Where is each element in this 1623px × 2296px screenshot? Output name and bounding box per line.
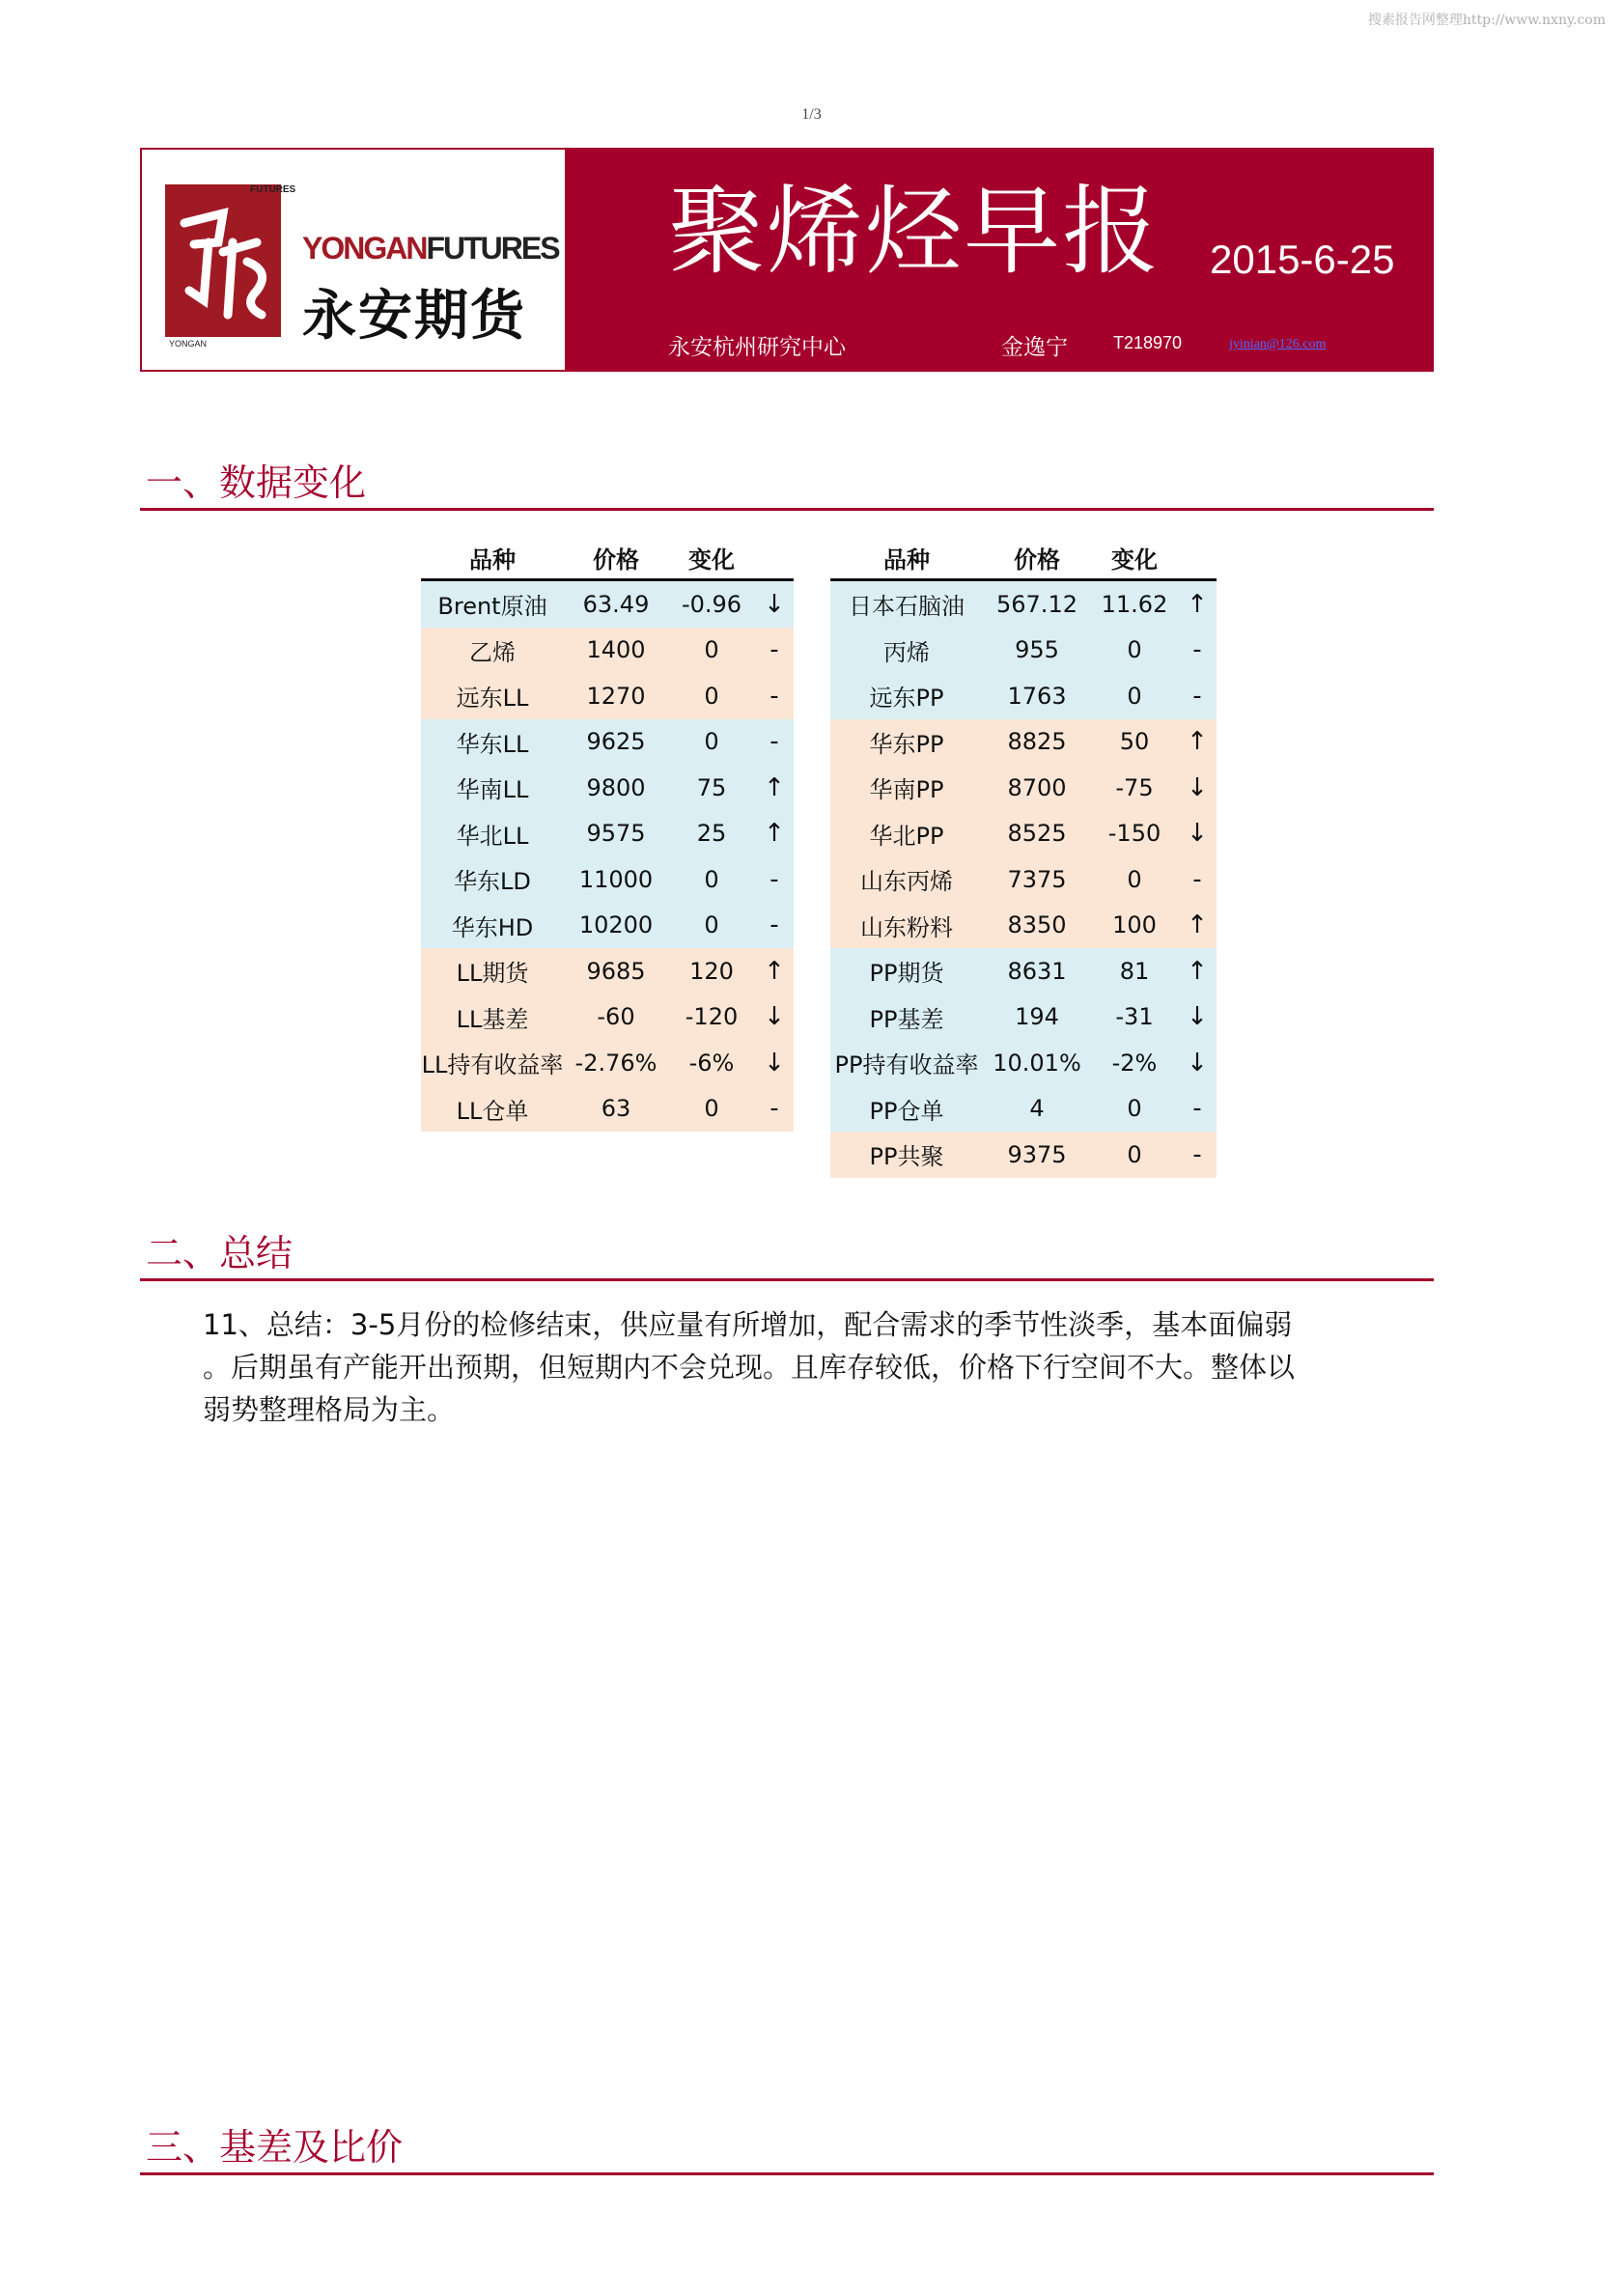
section-heading-basis: 三、基差及比价 — [140, 2122, 1434, 2175]
table-row — [830, 1086, 1217, 1133]
table-row — [421, 903, 794, 949]
table-row — [830, 580, 1217, 628]
cell-arrow: - — [755, 903, 794, 949]
cell-price: 63.49 — [564, 580, 668, 628]
cell-price: 1270 — [564, 673, 668, 719]
cell-variety: 远东LL — [421, 673, 564, 719]
cell-arrow: - — [1178, 673, 1217, 719]
cell-arrow: ↑ — [1178, 903, 1217, 949]
table-row — [830, 903, 1217, 949]
cell-arrow: - — [755, 719, 794, 766]
cell-price: 955 — [983, 628, 1091, 674]
column-header-variety: 品种 — [421, 536, 564, 580]
table-row — [830, 628, 1217, 674]
cell-price: 8700 — [983, 765, 1091, 811]
cell-price: 9575 — [564, 811, 668, 857]
cell-variety: PP持有收益率 — [830, 1040, 983, 1086]
section-heading-summary: 二、总结 — [140, 1228, 1434, 1281]
cell-arrow: ↓ — [755, 1040, 794, 1086]
table-row — [830, 856, 1217, 903]
cell-arrow: ↓ — [1178, 994, 1217, 1041]
cell-price: 10.01% — [983, 1040, 1091, 1086]
summary-text — [203, 1303, 1371, 1431]
cell-arrow: - — [1178, 856, 1217, 903]
table-row — [830, 994, 1217, 1041]
column-header-variety: 品种 — [830, 536, 983, 580]
data-table-right — [830, 536, 1217, 1178]
cell-variety: 日本石脑油 — [830, 580, 983, 628]
cell-variety: PP基差 — [830, 994, 983, 1041]
cell-variety: 远东PP — [830, 673, 983, 719]
cell-change: -75 — [1091, 765, 1178, 811]
report-title: 聚烯烃早报 — [668, 175, 1161, 288]
table-row — [830, 765, 1217, 811]
column-header-change: 变化 — [1091, 536, 1178, 580]
table-row — [830, 948, 1217, 994]
cell-arrow: ↓ — [755, 580, 794, 628]
logo — [142, 150, 565, 370]
cell-arrow: ↑ — [1178, 948, 1217, 994]
cell-price: 9375 — [983, 1132, 1091, 1178]
table-row — [421, 994, 794, 1041]
cell-variety: 华北LL — [421, 811, 564, 857]
cell-price: 194 — [983, 994, 1091, 1041]
cell-arrow: ↑ — [1178, 580, 1217, 628]
cell-arrow: ↓ — [755, 994, 794, 1041]
author-email-link[interactable]: jyinian@126.com — [1229, 337, 1327, 351]
cell-price: 9800 — [564, 765, 668, 811]
cell-variety: 华北PP — [830, 811, 983, 857]
table-row — [830, 1040, 1217, 1086]
cell-variety: 华东HD — [421, 903, 564, 949]
table-row — [830, 673, 1217, 719]
table-row — [421, 1040, 794, 1086]
watermark-text: 搜素报告网整理http://www.nxny.com — [1367, 13, 1606, 28]
table-row — [421, 948, 794, 994]
cell-change: -6% — [668, 1040, 755, 1086]
cell-price: 10200 — [564, 903, 668, 949]
cell-change: 0 — [668, 719, 755, 766]
cell-variety: LL仓单 — [421, 1086, 564, 1133]
section-heading-data-change: 一、数据变化 — [140, 458, 1434, 511]
logo-english — [302, 231, 559, 266]
cell-variety: 华东LD — [421, 856, 564, 903]
cell-arrow: - — [1178, 1132, 1217, 1178]
cell-change: 0 — [1091, 1132, 1178, 1178]
cell-variety: 山东丙烯 — [830, 856, 983, 903]
cell-change: 0 — [1091, 673, 1178, 719]
table-row — [830, 1132, 1217, 1178]
logo-en-part2: FUTURES — [426, 231, 559, 266]
cell-price: 7375 — [983, 856, 1091, 903]
cell-variety: 乙烯 — [421, 628, 564, 674]
cell-variety: 华南PP — [830, 765, 983, 811]
cell-change: 0 — [668, 856, 755, 903]
page-number: 1/3 — [801, 106, 822, 123]
column-header-arrow — [1178, 536, 1217, 580]
cell-arrow: - — [755, 673, 794, 719]
cell-price: 567.12 — [983, 580, 1091, 628]
cell-price: -60 — [564, 994, 668, 1041]
cell-price: 1763 — [983, 673, 1091, 719]
table-row — [421, 673, 794, 719]
cell-change: -2% — [1091, 1040, 1178, 1086]
cell-change: 0 — [668, 673, 755, 719]
cell-price: 9625 — [564, 719, 668, 766]
table-row — [830, 811, 1217, 857]
cell-arrow: ↑ — [755, 811, 794, 857]
cell-arrow: ↓ — [1178, 811, 1217, 857]
cell-price: 8631 — [983, 948, 1091, 994]
table-row — [421, 580, 794, 628]
cell-arrow: - — [755, 628, 794, 674]
organization: 永安杭州研究中心 — [668, 335, 846, 360]
cell-arrow: - — [1178, 628, 1217, 674]
cell-price: 1400 — [564, 628, 668, 674]
cell-arrow: - — [755, 1086, 794, 1133]
data-table-left — [421, 536, 794, 1132]
report-date: 2015-6-25 — [1210, 237, 1395, 282]
cell-price: 63 — [564, 1086, 668, 1133]
cell-change: -31 — [1091, 994, 1178, 1041]
summary-line: 弱势整理格局为主。 — [203, 1393, 456, 1426]
cell-price: 9685 — [564, 948, 668, 994]
cell-variety: PP期货 — [830, 948, 983, 994]
table-row — [421, 719, 794, 766]
cell-change: -150 — [1091, 811, 1178, 857]
column-header-price: 价格 — [983, 536, 1091, 580]
table-row — [421, 1086, 794, 1133]
logo-en-part1: YONGAN — [302, 231, 427, 266]
cell-price: 11000 — [564, 856, 668, 903]
summary-line: 11、总结：3-5月份的检修结束，供应量有所增加，配合需求的季节性淡季，基本面偏弱 — [203, 1308, 1293, 1341]
cell-variety: 华南LL — [421, 765, 564, 811]
cell-price: 8350 — [983, 903, 1091, 949]
license-number: T218970 — [1113, 333, 1183, 352]
cell-variety: 丙烯 — [830, 628, 983, 674]
logo-chinese: 永安期货 — [302, 285, 526, 348]
cell-arrow: ↓ — [1178, 765, 1217, 811]
cell-variety: LL基差 — [421, 994, 564, 1041]
author: 金逸宁 — [1001, 335, 1068, 360]
cell-variety: PP仓单 — [830, 1086, 983, 1133]
cell-change: 25 — [668, 811, 755, 857]
cell-change: 0 — [1091, 628, 1178, 674]
cell-variety: Brent原油 — [421, 580, 564, 628]
cell-variety: PP共聚 — [830, 1132, 983, 1178]
cell-price: -2.76% — [564, 1040, 668, 1086]
cell-change: 120 — [668, 948, 755, 994]
cell-variety: 山东粉料 — [830, 903, 983, 949]
table-row — [830, 719, 1217, 766]
logo-seal-bottom-text: YONGAN — [169, 339, 208, 349]
cell-arrow: - — [1178, 1086, 1217, 1133]
column-header-change: 变化 — [668, 536, 755, 580]
cell-price: 8525 — [983, 811, 1091, 857]
header-banner — [140, 148, 1434, 372]
cell-change: 11.62 — [1091, 580, 1178, 628]
cell-arrow: - — [755, 856, 794, 903]
table-row — [421, 856, 794, 903]
table-row — [421, 811, 794, 857]
cell-change: 0 — [1091, 856, 1178, 903]
cell-variety: LL期货 — [421, 948, 564, 994]
cell-change: 0 — [668, 903, 755, 949]
cell-change: -120 — [668, 994, 755, 1041]
summary-line: 。后期虽有产能开出预期，但短期内不会兑现。且库存较低，价格下行空间不大。整体以 — [203, 1351, 1296, 1384]
table-row — [421, 765, 794, 811]
column-header-price: 价格 — [564, 536, 668, 580]
cell-change: 50 — [1091, 719, 1178, 766]
cell-arrow: ↑ — [755, 948, 794, 994]
cell-change: 0 — [668, 628, 755, 674]
cell-arrow: ↓ — [1178, 1040, 1217, 1086]
cell-change: 0 — [668, 1086, 755, 1133]
cell-change: 0 — [1091, 1086, 1178, 1133]
cell-price: 8825 — [983, 719, 1091, 766]
cell-variety: 华东LL — [421, 719, 564, 766]
cell-arrow: ↑ — [1178, 719, 1217, 766]
cell-variety: LL持有收益率 — [421, 1040, 564, 1086]
cell-change: -0.96 — [668, 580, 755, 628]
table-row — [421, 628, 794, 674]
cell-change: 75 — [668, 765, 755, 811]
cell-price: 4 — [983, 1086, 1091, 1133]
cell-arrow: ↑ — [755, 765, 794, 811]
logo-seal-icon — [165, 184, 281, 337]
cell-change: 100 — [1091, 903, 1178, 949]
column-header-arrow — [755, 536, 794, 580]
cell-variety: 华东PP — [830, 719, 983, 766]
logo-seal-top-text: FUTURES — [250, 184, 296, 195]
cell-change: 81 — [1091, 948, 1178, 994]
